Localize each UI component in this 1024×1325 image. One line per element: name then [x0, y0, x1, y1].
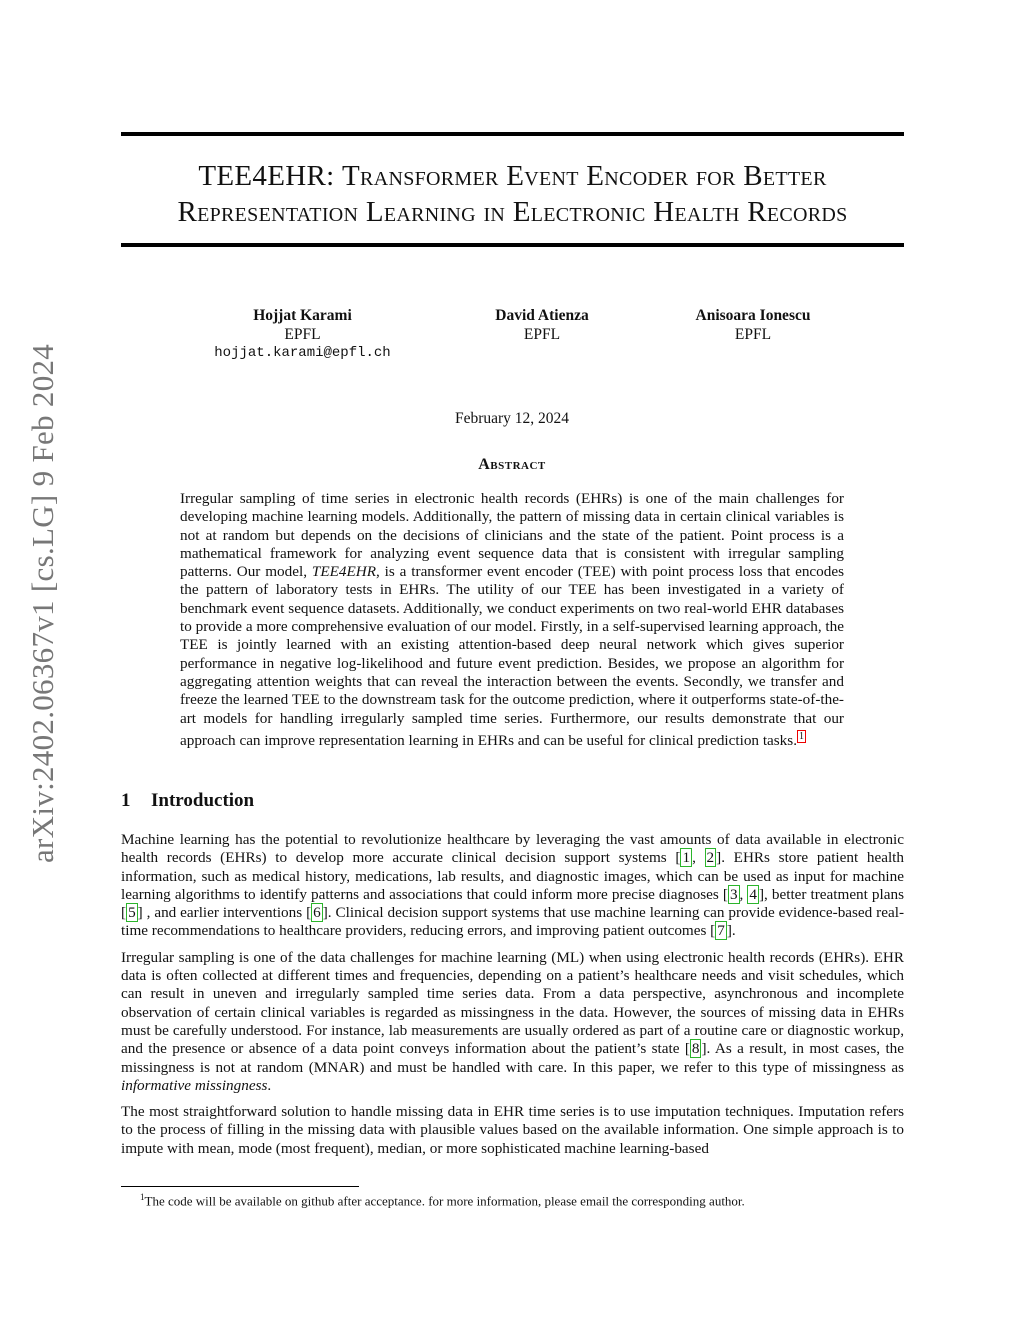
- abstract-text: [180, 490, 844, 750]
- footnote: [140, 1192, 745, 1209]
- citation-link[interactable]: 7: [717, 922, 725, 940]
- footnote-text: The code will be available on github after acceptance. for more information, please email the corresponding author.: [144, 1193, 745, 1209]
- text-run: ]. As a result, in most cases, the missingness is not at random (MNAR) and must be handled with care. In this paper, we refer to this type of missingness as: [121, 1040, 904, 1076]
- footnote-rule: [121, 1186, 359, 1187]
- title-prefix: TEE4EHR:: [198, 160, 343, 192]
- author-email[interactable]: hojjat.karami@epfl.ch: [214, 345, 391, 361]
- citation-link[interactable]: 4: [749, 885, 757, 903]
- text-run: ] , and earlier interventions [: [137, 904, 312, 922]
- paragraph-3: The most straightforward solution to handle missing data in EHR time series is to use imputation techniques. Imputation refers to the process of filling in the missing data with plausible values based on the available information. One simple approach is to impute with mean, mode (most frequent), median, or more sophisticated machine learning-based: [121, 1103, 904, 1157]
- paragraph-1: [121, 831, 904, 941]
- abstract-part: , is a transformer event encoder (TEE) with point process loss that encodes the pattern of laboratory tests in EHRs. The utility of our TEE has been investigated in a variety of benchmark event sequence datasets. Additionally, we conduct experiments on two real-world EHR databases to provide a more comprehensive evaluation of our model. Firstly, in a self-supervised learning approach, the TEE is jointly learned with an existing attention-based deep neural network which gives superior performance in negative log-likelihood and future event prediction. Besides, we propose an algorithm for aggregating attention weights that can reveal the interaction between the events. Secondly, we transfer and freeze the learned TEE to the downstream task for the outcome prediction, where it outperforms state-of-the-art models for handling irregularly sampled time series. Furthermore, our results demonstrate that our approach can improve representation learning in EHRs and can be useful for clinical prediction tasks.: [180, 563, 844, 749]
- text-run: .: [267, 1076, 272, 1094]
- abstract-heading: Abstract: [478, 456, 546, 473]
- author-3: [663, 306, 843, 344]
- text-run: Irregular sampling is one of the data challenges for machine learning (ML) when using electronic health records (EHRs). EHR data is often collected at different times and frequencies, depending on a patient’s healthcare needs and visit schedules, which can result in uneven and irregularly sampled time series data. From a data perspective, asynchronous and incomplete observation of certain clinical variables is regarded as missingness in the data. However, the sources of missing data in EHRs must be carefully understood. For instance, lab measurements are usually ordered as part of a routine care or diagnostic workup, and the presence or absence of a data point conveys information about the patient’s state [: [121, 948, 904, 1058]
- publication-date: February 12, 2024: [454, 410, 570, 427]
- title-bottom-rule: [121, 243, 904, 247]
- text-run: ]. Clinical decision support systems that use machine learning can provide evidence-based real-time recommendations to healthcare providers, reducing errors, and improving patient outcomes [: [121, 904, 904, 940]
- text-run: ]. EHRs store patient health information, such as medical history, medications, lab results, and diagnostic images, which can be used as input for machine learning algorithms to identify patterns and associations that could inform more precise diagnoses [: [121, 849, 904, 903]
- author-affiliation: EPFL: [734, 326, 772, 343]
- citation-link[interactable]: 1: [682, 849, 691, 867]
- text-run: ,: [739, 885, 748, 903]
- author-name: Anisoara Ionescu: [695, 307, 811, 324]
- body-text: [121, 831, 904, 1166]
- footnote-mark: 1: [140, 1192, 145, 1202]
- text-run: Machine learning has the potential to revolutionize healthcare by leveraging the vast amounts of data available in electronic health records (EHRs) to develop more accurate clinical decision support systems [: [121, 831, 904, 867]
- section-heading: [121, 790, 254, 812]
- author-name: Hojjat Karami: [253, 307, 352, 324]
- citation-link[interactable]: 3: [729, 885, 738, 903]
- footnote-link[interactable]: 1: [799, 730, 804, 742]
- title-line-2: Representation Learning in Electronic Health Records: [177, 196, 848, 228]
- author-affiliation: EPFL: [523, 326, 561, 343]
- section-title: Introduction: [151, 790, 255, 811]
- author-2: [462, 306, 622, 344]
- section-number: 1: [121, 790, 131, 811]
- abstract-part: Irregular sampling of time series in electronic health records (EHRs) is one of the main challenges for developing machine learning models. Additionally, the pattern of missing data in certain clinical variables is not at random but depends on the decisions of clinicians and the state of the patient. Point process is a mathematical framework for analyzing event sequence data that is consistent with irregular sampling patterns. Our model,: [180, 490, 844, 581]
- citation-link[interactable]: 8: [691, 1040, 700, 1058]
- text-run: ,: [692, 849, 705, 867]
- arxiv-sidebar-stamp: arXiv:2402.06367v1 [cs.LG] 9 Feb 2024: [25, 343, 60, 863]
- emphasis-text: informative missingness: [121, 1076, 268, 1094]
- text-run: ].: [726, 922, 736, 940]
- text-run: ], better treatment plans [: [121, 885, 904, 922]
- author-name: David Atienza: [495, 307, 589, 324]
- paragraph-2: [121, 949, 904, 1095]
- author-1: [200, 306, 405, 363]
- title-line-1: [110, 158, 915, 194]
- title-line1-rest: Transformer Event Encoder for Better: [342, 160, 827, 192]
- paper-title: [110, 158, 915, 230]
- model-name: TEE4EHR: [311, 563, 376, 581]
- citation-link[interactable]: 5: [128, 904, 136, 922]
- title-top-rule: [121, 132, 904, 136]
- citation-link[interactable]: 2: [706, 849, 715, 867]
- author-affiliation: EPFL: [284, 326, 321, 343]
- citation-link[interactable]: 6: [313, 904, 321, 922]
